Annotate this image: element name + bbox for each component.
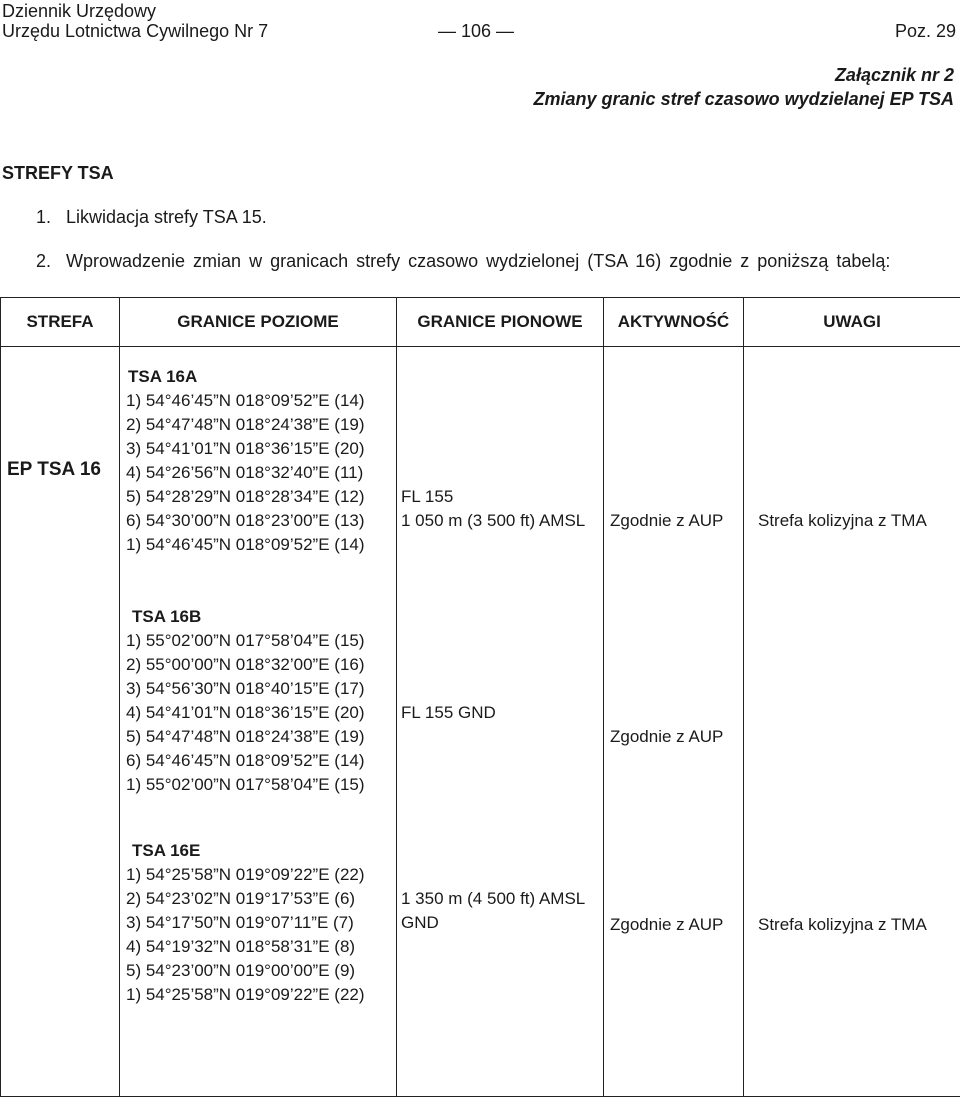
column-header-activity: AKTYWNOŚĆ: [604, 298, 744, 347]
coords-block-16a: [126, 365, 365, 557]
vertical-lower: 1 050 m (3 500 ft) AMSL: [401, 511, 586, 530]
coord-line: 5) 54°47’48”N 018°24’38”E (19): [126, 727, 365, 746]
column-header-vertical-limits: GRANICE PIONOWE: [397, 298, 604, 347]
zone-cell: [1, 347, 120, 1097]
coord-line: 1) 55°02’00”N 017°58’04”E (15): [126, 775, 365, 794]
coord-line: 5) 54°23’00”N 019°00’00”E (9): [126, 961, 356, 980]
coord-line: 1) 54°46’45”N 018°09’52”E (14): [126, 391, 365, 410]
attachment-title: Załącznik nr 2: [834, 65, 954, 85]
list-item-text: Likwidacja strefy TSA 15.: [66, 207, 267, 227]
column-header-zone: STREFA: [1, 298, 120, 347]
page-number: — 106 —: [438, 21, 515, 41]
remarks-16e: Strefa kolizyjna z TMA: [758, 915, 927, 934]
coords-block-16e: [126, 839, 365, 1007]
remarks-16a: Strefa kolizyjna z TMA: [758, 511, 927, 530]
coord-line: 3) 54°41’01”N 018°36’15”E (20): [126, 439, 365, 458]
list-item-text: Wprowadzenie zmian w granicach strefy czasowo wydzielonej (TSA 16) zgodnie z poniższą tabelą:: [66, 251, 891, 271]
column-header-remarks: UWAGI: [744, 298, 960, 347]
list-item: [36, 207, 267, 228]
zones-table: [0, 297, 960, 1097]
coord-line: 2) 54°47’48”N 018°24’38”E (19): [126, 415, 365, 434]
coord-line: 3) 54°17’50”N 019°07’11”E (7): [126, 913, 354, 932]
coord-line: 4) 54°41’01”N 018°36’15”E (20): [126, 703, 365, 722]
section-title: STREFY TSA: [2, 163, 114, 183]
vertical-limits-16b: [401, 701, 496, 725]
block-title: TSA 16B: [132, 607, 202, 626]
activity-cell: [604, 347, 744, 1097]
coord-line: 1) 54°46’45”N 018°09’52”E (14): [126, 535, 365, 554]
journal-title-line2: Urzędu Lotnictwa Cywilnego Nr 7: [2, 21, 269, 41]
vertical-range: FL 155 GND: [401, 703, 496, 722]
vertical-upper: FL 155: [401, 487, 454, 506]
vertical-upper: 1 350 m (4 500 ft) AMSL: [401, 889, 586, 908]
list-item: [36, 251, 890, 272]
coord-line: 1) 55°02’00”N 017°58’04”E (15): [126, 631, 365, 650]
coord-line: 3) 54°56’30”N 018°40’15”E (17): [126, 679, 365, 698]
activity-16a: Zgodnie z AUP: [610, 511, 724, 530]
list-item-number: 1.: [36, 207, 52, 227]
list-item-number: 2.: [36, 251, 52, 271]
coord-line: 4) 54°26’56”N 018°32’40”E (11): [126, 463, 364, 482]
attachment-subtitle: Zmiany granic stref czasowo wydzielanej EP TSA: [533, 89, 954, 109]
column-header-horizontal-limits: GRANICE POZIOME: [120, 298, 397, 347]
horizontal-limits-cell: [120, 347, 397, 1097]
vertical-limits-16e: [401, 887, 585, 935]
journal-title-line1: Dziennik Urzędowy: [2, 1, 157, 21]
activity-16e: Zgodnie z AUP: [610, 915, 724, 934]
coords-block-16b: [126, 605, 365, 797]
coord-line: 2) 55°00’00”N 018°32’00”E (16): [126, 655, 365, 674]
attachment-heading: [534, 63, 954, 111]
coord-line: 4) 54°19’32”N 018°58’31”E (8): [126, 937, 356, 956]
vertical-limits-cell: [397, 347, 604, 1097]
coord-line: 2) 54°23’02”N 019°17’53”E (6): [126, 889, 356, 908]
coord-line: 6) 54°46’45”N 018°09’52”E (14): [126, 751, 365, 770]
vertical-lower: GND: [401, 913, 439, 932]
coord-line: 1) 54°25’58”N 019°09’22”E (22): [126, 985, 365, 1004]
block-title: TSA 16E: [132, 841, 201, 860]
coord-line: 6) 54°30’00”N 018°23’00”E (13): [126, 511, 365, 530]
table-row: [1, 347, 960, 1097]
coord-line: 5) 54°28’29”N 018°28’34”E (12): [126, 487, 365, 506]
activity-16b: Zgodnie z AUP: [610, 727, 724, 746]
position-number: Poz. 29: [894, 21, 956, 41]
remarks-cell: [744, 347, 960, 1097]
block-title: TSA 16A: [128, 367, 198, 386]
vertical-limits-16a: [401, 485, 585, 533]
zone-name: EP TSA 16: [7, 459, 101, 480]
table-header-row: [1, 298, 960, 347]
coord-line: 1) 54°25’58”N 019°09’22”E (22): [126, 865, 365, 884]
